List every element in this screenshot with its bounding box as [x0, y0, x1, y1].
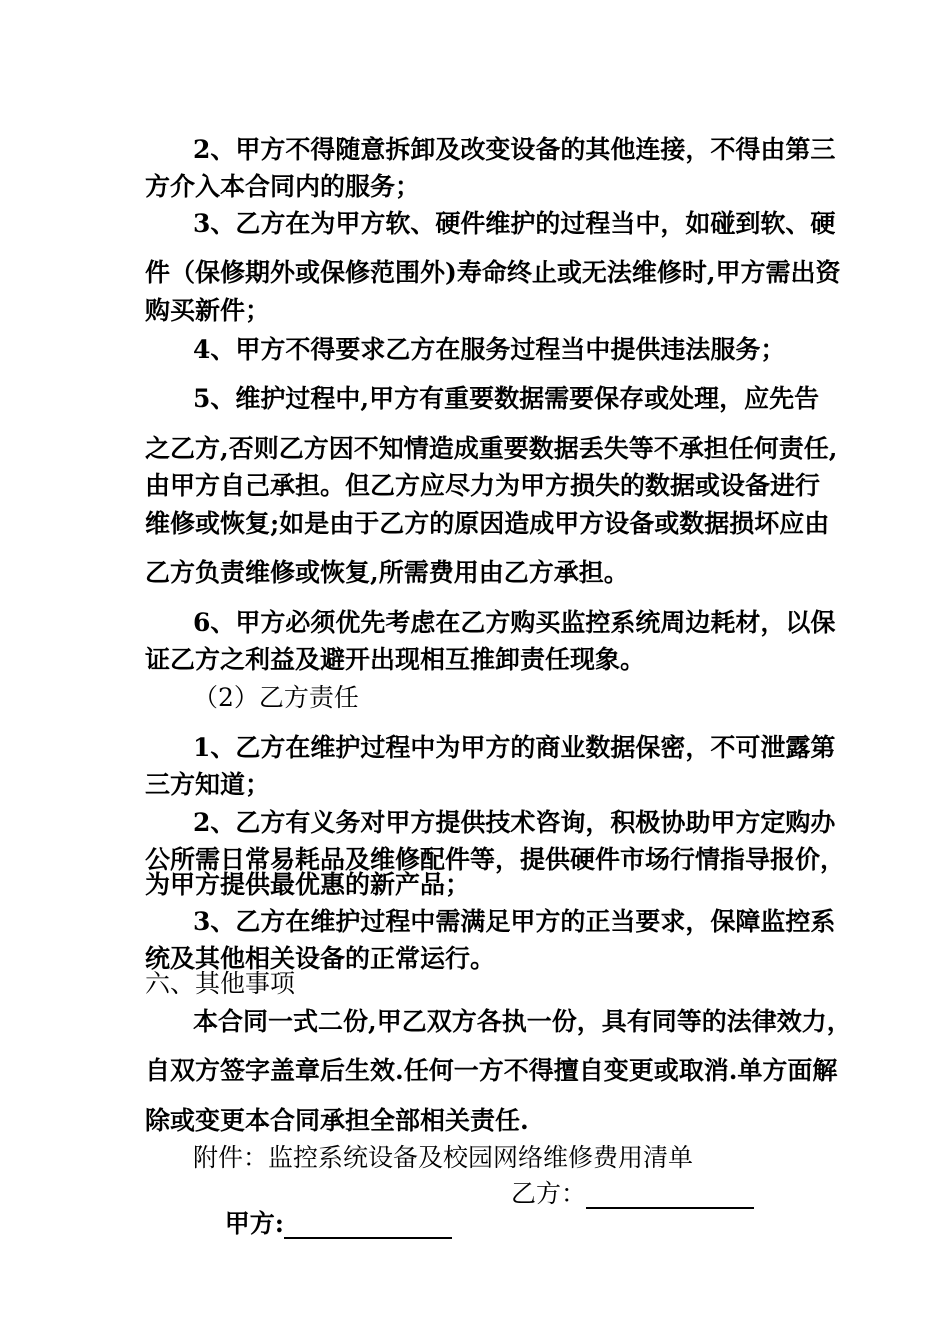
- party-a-item5-line1: 5、维护过程中,甲方有重要数据需要保存或处理，应先告: [193, 384, 820, 413]
- section6-heading: 六、其他事项: [145, 969, 296, 998]
- party-a-item4-line1: 4、甲方不得要求乙方在服务过程当中提供违法服务；: [193, 335, 786, 364]
- party-a-item6-line1: 6、甲方必须优先考虑在乙方购买监控系统周边耗材，以保: [193, 608, 836, 637]
- party-b-signature: [511, 1179, 754, 1209]
- party-a-item6-line2: 证乙方之利益及避开出现相互推卸责任现象。: [145, 645, 646, 674]
- party-b-signature-blank[interactable]: [586, 1183, 754, 1209]
- party-b-item3-line1: 3、乙方在维护过程中需满足甲方的正当要求，保障监控系: [193, 907, 836, 936]
- party-a-item3-line2: 件（保修期外或保修范围外)寿命终止或无法维修时,甲方需出资: [145, 258, 841, 287]
- party-a-item5-line5: 乙方负责维修或恢复,所需费用由乙方承担。: [145, 558, 629, 587]
- attachment-note: 附件：监控系统设备及校园网络维修费用清单: [193, 1143, 694, 1172]
- signature-row: [193, 1179, 587, 1299]
- party-a-signature-blank[interactable]: [284, 1213, 452, 1239]
- party-a-item5-line3: 由甲方自己承担。但乙方应尽力为甲方损失的数据或设备进行: [145, 471, 821, 500]
- section6-body-line3: 除或变更本合同承担全部相关责任.: [145, 1106, 529, 1135]
- party-a-item3-line1: 3、乙方在为甲方软、硬件维护的过程当中，如碰到软、硬: [193, 209, 836, 238]
- party-a-item2-line1: 2、甲方不得随意拆卸及改变设备的其他连接，不得由第三: [193, 135, 836, 164]
- party-b-item2-line1: 2、乙方有义务对甲方提供技术咨询，积极协助甲方定购办: [193, 808, 836, 837]
- party-a-item3-line3: 购买新件；: [145, 296, 271, 325]
- party-b-item2-line2: 公所需日常易耗品及维修配件等，提供硬件市场行情指导报价，: [145, 845, 846, 874]
- party-b-label: 乙方：: [511, 1179, 587, 1208]
- party-a-item5-line2: 之乙方,否则乙方因不知情造成重要数据丢失等不承担任何责任,: [145, 434, 838, 463]
- party-b-item2-line3: 为甲方提供最优惠的新产品；: [145, 870, 471, 899]
- party-a-item5-line4: 维修或恢复;如是由于乙方的原因造成甲方设备或数据损坏应由: [145, 509, 830, 538]
- party-a-label: 甲方:: [224, 1209, 285, 1238]
- party-a-signature: [225, 1209, 452, 1239]
- party-a-item2-line2: 方介入本合同内的服务；: [145, 172, 421, 201]
- party-b-item3-line2: 统及其他相关设备的正常运行。: [145, 944, 496, 973]
- party-b-item1-line2: 三方知道；: [145, 770, 271, 799]
- party-b-heading: （2）乙方责任: [193, 683, 359, 712]
- section6-body-line1: 本合同一式二份,甲乙双方各执一份，具有同等的法律效力，: [193, 1007, 852, 1036]
- section6-body-line2: 自双方签字盖章后生效.任何一方不得擅自变更或取消.单方面解: [145, 1056, 838, 1085]
- party-b-item1-line1: 1、乙方在维护过程中为甲方的商业数据保密，不可泄露第: [193, 733, 836, 762]
